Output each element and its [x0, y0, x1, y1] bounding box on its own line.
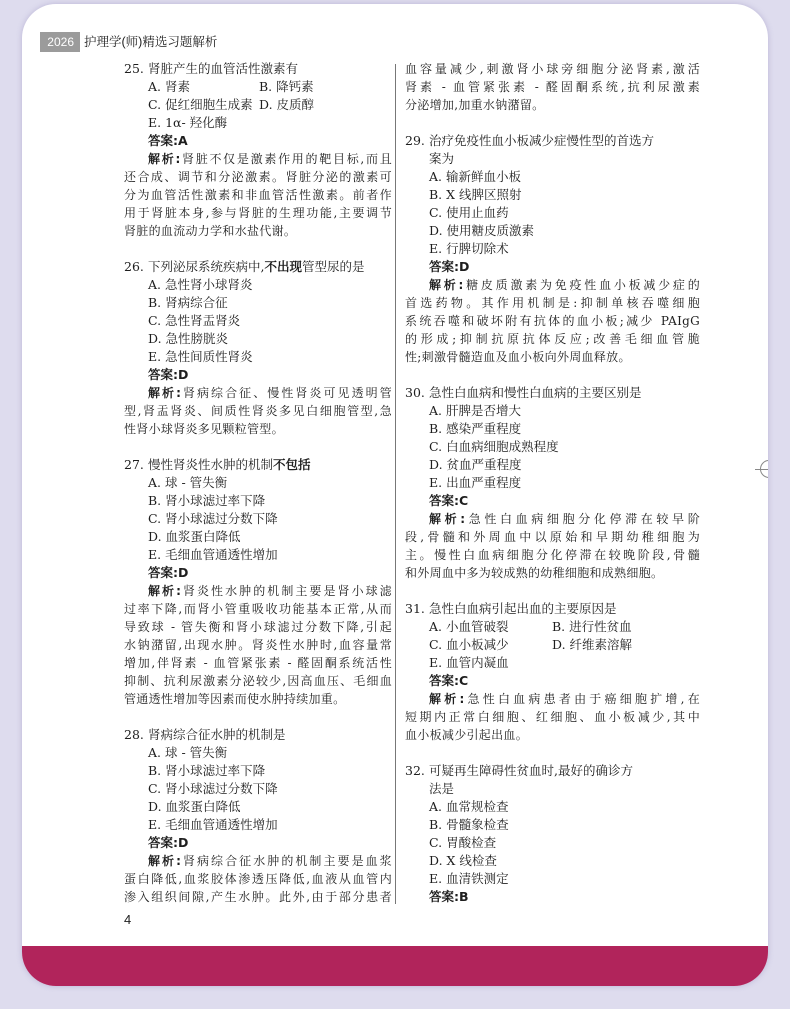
- right-column: [405, 60, 700, 906]
- answer-line: [405, 888, 700, 906]
- answer-label: 答案:: [429, 889, 459, 904]
- analysis-line: 肾脏的血流动力学和水盐代谢。: [124, 224, 297, 238]
- option-row: [124, 96, 392, 114]
- option-row: [124, 330, 392, 348]
- question-title: [405, 762, 700, 780]
- answer-value: D: [178, 565, 189, 580]
- analysis-text: 肾病综合征水肿的机制主要是血浆: [181, 854, 392, 868]
- option-c: C. 胃酸检查: [429, 835, 497, 850]
- analysis-line: 蛋白降低,血浆胶体渗透压降低,血液从血管内: [124, 872, 392, 886]
- analysis-line: 管通透性增加等因素而使水肿持续加重。: [124, 692, 346, 706]
- question-block: [124, 726, 392, 906]
- option-c: C. 肾小球滤过分数下降: [148, 781, 278, 796]
- option-row: [405, 798, 700, 816]
- analysis-line: 渗入组织间隙,产生水肿。此外,由于部分患者: [124, 890, 392, 904]
- option-row: [124, 492, 392, 510]
- question-title: [405, 600, 700, 618]
- analysis-text: 肾病综合征、慢性肾炎可见透明管: [181, 386, 392, 400]
- question-number: 30.: [405, 385, 425, 400]
- registration-mark-icon: [760, 460, 768, 478]
- option-c: C. 血小板减少: [429, 637, 509, 652]
- question-block: [124, 456, 392, 708]
- analysis-text: 糖皮质激素为免疫性血小板减少症的: [463, 278, 700, 292]
- analysis-line: 过率下降,而肾小管重吸收功能基本正常,从而: [124, 602, 392, 616]
- analysis-line: 短期内正常白细胞、红细胞、血小板减少,其中: [405, 710, 700, 724]
- option-a: A. 肾素: [148, 79, 190, 94]
- analysis-line: 主。慢性白血病细胞分化停滞在较晚阶段,骨髓: [405, 548, 700, 562]
- spacer: [405, 582, 700, 600]
- analysis-continuation-line: 分泌增加,加重水钠潴留。: [405, 98, 545, 112]
- question-block: [405, 762, 700, 906]
- option-row: [405, 834, 700, 852]
- option-a: A. 球 - 管失衡: [148, 745, 228, 760]
- spacer: [405, 366, 700, 384]
- option-e: E. 毛细血管通透性增加: [148, 547, 278, 562]
- spacer: [124, 438, 392, 456]
- option-d: D. 血浆蛋白降低: [148, 799, 241, 814]
- analysis-text: 肾炎性水肿的机制主要是肾小球滤: [181, 584, 392, 598]
- option-a: A. 肝脾是否增大: [429, 403, 521, 418]
- answer-line: [405, 258, 700, 276]
- option-c: C. 肾小球滤过分数下降: [148, 511, 278, 526]
- answer-line: [405, 672, 700, 690]
- option-b: B. X 线脾区照射: [429, 187, 522, 202]
- option-b: B. 降钙素: [259, 79, 314, 94]
- option-row: [124, 816, 392, 834]
- question-text-continued: 案为: [429, 151, 455, 166]
- option-row: [405, 618, 700, 636]
- analysis-text: 急性白血病患者由于癌细胞扩增,在: [464, 692, 700, 706]
- option-a: A. 球 - 管失衡: [148, 475, 228, 490]
- option-row: [124, 510, 392, 528]
- question-number: 26.: [124, 259, 144, 274]
- spacer: [405, 744, 700, 762]
- answer-label: 答案:: [148, 835, 178, 850]
- analysis-continuation-line: 肾素 - 血管紧张素 - 醛固酮系统,抗利尿激素: [405, 80, 700, 94]
- spacer: [405, 114, 700, 132]
- question-text: 下列泌尿系统疾病中,: [148, 259, 265, 274]
- analysis-line: 和外周血中多为较成熟的幼稚细胞和成熟细胞。: [405, 566, 664, 580]
- option-row: [405, 852, 700, 870]
- question-text: 急性白血病和慢性白血病的主要区别是: [429, 385, 642, 400]
- question-title: [124, 726, 392, 744]
- option-c: C. 使用止血药: [429, 205, 509, 220]
- analysis-line: 段,骨髓和外周血中以原始和早期幼稚细胞为: [405, 530, 700, 544]
- option-row: [405, 438, 700, 456]
- option-c: C. 急性肾盂肾炎: [148, 313, 241, 328]
- analysis-label: 解析:: [429, 512, 466, 526]
- analysis-line: [405, 276, 700, 294]
- answer-value: D: [178, 367, 189, 382]
- question-emphasis: 不包括: [273, 457, 311, 472]
- question-text: 慢性肾炎性水肿的机制: [148, 457, 274, 472]
- question-number: 28.: [124, 727, 144, 742]
- spacer: [124, 708, 392, 726]
- question-text-continued: 法是: [429, 781, 455, 796]
- footer-band: [22, 946, 768, 986]
- option-row: [124, 474, 392, 492]
- option-d: D. 急性膀胱炎: [148, 331, 229, 346]
- option-b: B. 感染严重程度: [429, 421, 522, 436]
- option-row: [405, 420, 700, 438]
- answer-label: 答案:: [429, 259, 459, 274]
- analysis-line: 性肾小球肾炎多见颗粒管型。: [124, 422, 284, 436]
- answer-line: [124, 564, 392, 582]
- option-a: A. 急性肾小球肾炎: [148, 277, 253, 292]
- option-c: C. 白血病细胞成熟程度: [429, 439, 559, 454]
- question-number: 32.: [405, 763, 425, 778]
- option-row: [405, 474, 700, 492]
- analysis-line: 水钠潴留,出现水肿。肾炎性水肿时,血容量常: [124, 638, 392, 652]
- answer-value: C: [459, 673, 469, 688]
- answer-value: D: [459, 259, 470, 274]
- option-b: B. 肾病综合征: [148, 295, 228, 310]
- analysis-line: 分为血管活性激素和非血管活性激素。前者作: [124, 188, 392, 202]
- question-number: 27.: [124, 457, 144, 472]
- option-e: E. 出血严重程度: [429, 475, 522, 490]
- option-row: [405, 636, 700, 654]
- analysis-label: 解析:: [429, 692, 465, 706]
- option-row: [405, 456, 700, 474]
- question-block: [124, 60, 392, 240]
- answer-label: 答案:: [148, 565, 178, 580]
- option-row: [124, 78, 392, 96]
- question-block: [405, 132, 700, 366]
- option-d: D. 贫血严重程度: [429, 457, 522, 472]
- option-b: B. 肾小球滤过率下降: [148, 763, 266, 778]
- option-row: [405, 816, 700, 834]
- analysis-line: 首选药物。其作用机制是:抑制单核吞噬细胞: [405, 296, 700, 310]
- analysis-label: 解析:: [148, 152, 181, 166]
- answer-line: [405, 492, 700, 510]
- option-row: [124, 798, 392, 816]
- analysis-line: 系统吞噬和破坏附有抗体的血小板;减少 PAIgG: [405, 314, 700, 328]
- analysis-line: 用于肾脏本身,参与肾脏的生理功能,主要调节: [124, 206, 392, 220]
- question-block: [405, 600, 700, 744]
- option-d: D. 皮质醇: [259, 97, 315, 112]
- question-title: [124, 60, 392, 78]
- option-row: [405, 186, 700, 204]
- option-e: E. 血管内凝血: [429, 655, 509, 670]
- question-text: 肾脏产生的血管活性激素有: [148, 61, 299, 76]
- spacer: [124, 240, 392, 258]
- analysis-line: 导致球 - 管失衡和肾小球滤过分数下降,引起: [124, 620, 392, 634]
- option-row: [124, 312, 392, 330]
- analysis-line: 增加,伴肾素 - 血管紧张素 - 醛固酮系统活性: [124, 656, 392, 670]
- analysis-line: [124, 384, 392, 402]
- question-text: 肾病综合征水肿的机制是: [148, 727, 286, 742]
- option-row: [124, 276, 392, 294]
- analysis-line: [124, 852, 392, 870]
- option-row: [124, 546, 392, 564]
- left-column: [124, 60, 392, 906]
- option-row: [405, 168, 700, 186]
- book-page: [22, 4, 768, 986]
- question-title: [124, 456, 392, 474]
- question-title: [405, 132, 700, 150]
- answer-label: 答案:: [429, 673, 459, 688]
- analysis-line: 还合成、调节和分泌激素。肾脏分泌的激素可: [124, 170, 392, 184]
- option-row: [405, 654, 700, 672]
- option-row: [124, 780, 392, 798]
- option-row: [124, 528, 392, 546]
- analysis-line: [405, 510, 700, 528]
- question-title: [405, 384, 700, 402]
- option-row: [124, 294, 392, 312]
- answer-value: A: [178, 133, 188, 148]
- option-row: [405, 870, 700, 888]
- question-number: 29.: [405, 133, 425, 148]
- analysis-line: 型,肾盂肾炎、间质性肾炎多见白细胞管型,急: [124, 404, 392, 418]
- question-emphasis: 不出现: [264, 259, 302, 274]
- option-d: D. 使用糖皮质激素: [429, 223, 535, 238]
- option-d: D. X 线检查: [429, 853, 497, 868]
- option-row: [124, 348, 392, 366]
- book-title: 护理学(师)精选习题解析: [84, 35, 218, 49]
- option-a: A. 输新鲜血小板: [429, 169, 521, 184]
- page-number: 4: [124, 912, 132, 927]
- option-row: [405, 240, 700, 258]
- answer-line: [124, 366, 392, 384]
- option-row: [405, 222, 700, 240]
- option-e: E. 血清铁测定: [429, 871, 509, 886]
- question-text: 管型尿的是: [302, 259, 365, 274]
- analysis-text: 肾脏不仅是激素作用的靶目标,而且: [180, 152, 392, 166]
- option-c: C. 促红细胞生成素: [148, 97, 253, 112]
- option-e: E. 急性间质性肾炎: [148, 349, 253, 364]
- option-row: [124, 762, 392, 780]
- analysis-line: 性;刺激骨髓造血及血小板向外周血释放。: [405, 350, 631, 364]
- question-number: 25.: [124, 61, 144, 76]
- option-a: A. 血常规检查: [429, 799, 509, 814]
- option-b: B. 肾小球滤过率下降: [148, 493, 266, 508]
- answer-label: 答案:: [148, 367, 178, 382]
- year-badge: 2026: [40, 32, 80, 52]
- option-a: A. 小血管破裂: [429, 619, 509, 634]
- answer-line: [124, 132, 392, 150]
- option-e: E. 1α- 羟化酶: [148, 115, 228, 130]
- analysis-line: 的形成;抑制抗原抗体反应;改善毛细血管脆: [405, 332, 700, 346]
- option-e: E. 毛细血管通透性增加: [148, 817, 278, 832]
- answer-value: C: [459, 493, 469, 508]
- analysis-line: 抑制、抗利尿激素分泌较少,因高血压、毛细血: [124, 674, 392, 688]
- option-row: [124, 744, 392, 762]
- question-block: [405, 384, 700, 582]
- option-d: D. 纤维素溶解: [552, 637, 633, 652]
- answer-label: 答案:: [148, 133, 178, 148]
- analysis-line: [124, 582, 392, 600]
- analysis-continuation-line: 血容量减少,刺激肾小球旁细胞分泌肾素,激活: [405, 62, 700, 76]
- option-row: [405, 204, 700, 222]
- answer-label: 答案:: [429, 493, 459, 508]
- analysis-line: [124, 150, 392, 168]
- question-text: 可疑再生障碍性贫血时,最好的确诊方: [429, 763, 633, 778]
- analysis-line: [405, 690, 700, 708]
- question-text: 治疗免疫性血小板减少症慢性型的首选方: [429, 133, 655, 148]
- analysis-label: 解析:: [148, 584, 182, 598]
- option-row: [124, 114, 392, 132]
- option-b: B. 进行性贫血: [552, 619, 632, 634]
- answer-value: B: [459, 889, 469, 904]
- analysis-label: 解析:: [148, 854, 182, 868]
- question-text: 急性白血病引起出血的主要原因是: [429, 601, 617, 616]
- analysis-text: 急性白血病细胞分化停滞在较早阶: [465, 512, 700, 526]
- analysis-line: 血小板减少引起出血。: [405, 728, 529, 742]
- column-divider: [395, 64, 396, 904]
- option-row: [405, 402, 700, 420]
- question-block: [124, 258, 392, 438]
- option-d: D. 血浆蛋白降低: [148, 529, 241, 544]
- answer-line: [124, 834, 392, 852]
- option-b: B. 骨髓象检查: [429, 817, 509, 832]
- answer-value: D: [178, 835, 189, 850]
- analysis-label: 解析:: [429, 278, 464, 292]
- question-number: 31.: [405, 601, 425, 616]
- option-e: E. 行脾切除术: [429, 241, 509, 256]
- analysis-label: 解析:: [148, 386, 182, 400]
- question-title: [124, 258, 392, 276]
